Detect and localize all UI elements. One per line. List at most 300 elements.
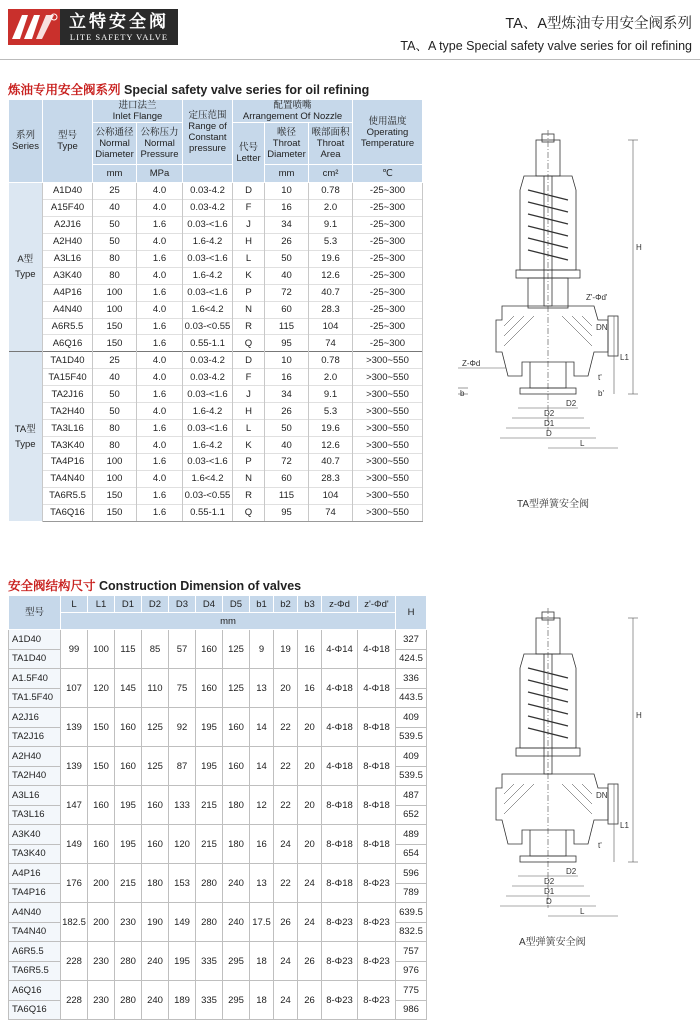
series-cell: 80 (93, 267, 137, 284)
dimension-model: A1D40 (9, 630, 61, 650)
dimension-header: D3 (169, 596, 196, 613)
svg-text:D1: D1 (544, 887, 555, 896)
series-cell: TA6Q16 (43, 504, 93, 521)
dimension-cell: 200 (88, 903, 115, 942)
dimension-model: TA1D40 (9, 649, 61, 669)
header-temperature: 使用温度 Operating Temperature (353, 100, 423, 165)
dimension-cell: 4-Φ18 (322, 708, 358, 747)
dimension-height: 336 (396, 669, 427, 689)
dimension-header: D2 (142, 596, 169, 613)
series-cell: 1.6 (137, 504, 183, 521)
series-cell: 26 (265, 403, 309, 420)
series-cell: J (233, 386, 265, 403)
series-cell: 50 (93, 386, 137, 403)
dimension-cell: 189 (169, 981, 196, 1020)
dimension-cell: 160 (115, 747, 142, 786)
series-row (9, 437, 423, 454)
dimension-cell: 14 (250, 747, 274, 786)
series-row (9, 352, 423, 369)
series-cell: 74 (309, 504, 353, 521)
a-valve-drawing (458, 608, 658, 938)
dimension-cell: 280 (196, 864, 223, 903)
series-cell: R (233, 318, 265, 335)
series-row (9, 335, 423, 352)
series-cell: >300~550 (353, 487, 423, 504)
dimension-model: TA1.5F40 (9, 688, 61, 708)
dimension-cell: 215 (196, 786, 223, 825)
series-cell: 12.6 (309, 437, 353, 454)
dimension-cell: 4-Φ18 (322, 747, 358, 786)
series-row (9, 487, 423, 504)
dimension-height: 489 (396, 825, 427, 845)
dimension-cell: 160 (88, 786, 115, 825)
series-cell: A1D40 (43, 183, 93, 200)
dimension-cell: 195 (115, 825, 142, 864)
header-series: 系列 Series (9, 100, 43, 183)
series-cell: 1.6 (137, 318, 183, 335)
dimension-cell: 8-Φ23 (358, 981, 396, 1020)
header-nozzle: 配置喷嘴 Arrangement Of Nozzle (233, 100, 353, 123)
series-cell: 1.6 (137, 487, 183, 504)
dimension-cell: 160 (196, 669, 223, 708)
dimension-model: A2H40 (9, 747, 61, 767)
header-pressure-range: 定压范围 Range of Constant pressure (183, 100, 233, 165)
dimension-cell: 8-Φ18 (322, 786, 358, 825)
dimension-cell: 4-Φ18 (322, 669, 358, 708)
header-throat-diameter: 喉径 Throat Diameter (265, 123, 309, 165)
series-cell: 40.7 (309, 454, 353, 471)
series-cell: H (233, 233, 265, 250)
dimension-cell: 295 (223, 981, 250, 1020)
series-cell: -25~300 (353, 335, 423, 352)
dimension-cell: 139 (61, 708, 88, 747)
dimension-cell: 4-Φ14 (322, 630, 358, 669)
series-cell: 4.0 (137, 403, 183, 420)
series-cell: 0.55-1.1 (183, 335, 233, 352)
dimension-header: z-Φd (322, 596, 358, 613)
series-cell: 1.6 (137, 335, 183, 352)
series-cell: A4P16 (43, 284, 93, 301)
dimension-row (9, 747, 427, 767)
section-title-series-cn: 炼油专用安全阀系列 (8, 83, 121, 97)
series-cell: A6Q16 (43, 335, 93, 352)
dimension-model: A1.5F40 (9, 669, 61, 689)
series-cell: A3K40 (43, 267, 93, 284)
series-row (9, 199, 423, 216)
svg-text:D: D (546, 429, 552, 438)
series-cell: 9.1 (309, 386, 353, 403)
ta-valve-caption: TA型弹簧安全阀 (517, 499, 590, 510)
dimension-height: 409 (396, 747, 427, 767)
series-cell: 74 (309, 335, 353, 352)
unit-mpa: MPa (137, 165, 183, 183)
dimension-cell: 180 (142, 864, 169, 903)
dimension-model: TA6Q16 (9, 1000, 61, 1020)
dimension-height: 443.5 (396, 688, 427, 708)
series-cell: 4.0 (137, 183, 183, 200)
series-cell: >300~550 (353, 470, 423, 487)
dimension-cell: 228 (61, 981, 88, 1020)
dimension-cell: 20 (298, 708, 322, 747)
dimension-cell: 230 (115, 903, 142, 942)
dimension-cell: 215 (115, 864, 142, 903)
dimension-cell: 147 (61, 786, 88, 825)
series-group-label: TA型 Type (9, 352, 43, 521)
series-cell: 4.0 (137, 199, 183, 216)
dimension-row (9, 708, 427, 728)
series-cell: 150 (93, 504, 137, 521)
series-cell: >300~550 (353, 369, 423, 386)
series-cell: 50 (93, 403, 137, 420)
dimension-cell: 20 (274, 669, 298, 708)
dimension-cell: 13 (250, 669, 274, 708)
series-cell: A3L16 (43, 250, 93, 267)
series-cell: 40 (93, 369, 137, 386)
series-cell: 4.0 (137, 470, 183, 487)
dimension-cell: 195 (169, 942, 196, 981)
series-cell: 4.0 (137, 267, 183, 284)
dimension-model: A4N40 (9, 903, 61, 923)
series-cell: 40 (265, 437, 309, 454)
dimension-cell: 190 (142, 903, 169, 942)
series-cell: 1.6 (137, 454, 183, 471)
series-cell: 95 (265, 335, 309, 352)
dimension-height: 652 (396, 805, 427, 825)
series-cell: -25~300 (353, 318, 423, 335)
dimension-cell: 125 (223, 630, 250, 669)
series-cell: TA15F40 (43, 369, 93, 386)
series-cell: K (233, 267, 265, 284)
series-cell: 0.03-<0.55 (183, 487, 233, 504)
series-cell: L (233, 250, 265, 267)
svg-text:L: L (580, 907, 585, 916)
dimension-cell: 24 (274, 981, 298, 1020)
dimension-height: 596 (396, 864, 427, 884)
dimension-cell: 125 (223, 669, 250, 708)
series-cell: 50 (93, 233, 137, 250)
series-cell: 1.6-4.2 (183, 233, 233, 250)
dimension-header: b1 (250, 596, 274, 613)
series-cell: 1.6 (137, 216, 183, 233)
series-cell: 19.6 (309, 420, 353, 437)
series-cell: -25~300 (353, 183, 423, 200)
dimension-height: 789 (396, 883, 427, 903)
dimension-header: z'-Φd' (358, 596, 396, 613)
series-cell: R (233, 487, 265, 504)
series-cell: 50 (265, 250, 309, 267)
series-cell: -25~300 (353, 284, 423, 301)
series-cell: A15F40 (43, 199, 93, 216)
series-cell: 72 (265, 284, 309, 301)
dimension-row (9, 942, 427, 962)
series-cell: >300~550 (353, 454, 423, 471)
dimension-cell: 180 (223, 825, 250, 864)
dimension-cell: 335 (196, 942, 223, 981)
dimension-cell: 4-Φ18 (358, 669, 396, 708)
dimension-model: TA2H40 (9, 766, 61, 786)
dimension-cell: 85 (142, 630, 169, 669)
dimension-cell: 20 (298, 786, 322, 825)
dimension-cell: 240 (223, 864, 250, 903)
series-cell: 0.03-4.2 (183, 183, 233, 200)
dimension-cell: 24 (274, 942, 298, 981)
ta-valve-drawing (458, 130, 658, 460)
header-letter: 代号 Letter (233, 123, 265, 183)
series-cell: N (233, 301, 265, 318)
dimension-cell: 8-Φ18 (358, 708, 396, 747)
section-title-dimensions-en: Construction Dimension of valves (99, 579, 302, 593)
series-cell: TA3L16 (43, 420, 93, 437)
header-inlet-flange: 进口法兰 Inlet Flange (93, 100, 183, 123)
series-cell: 0.03-<1.6 (183, 454, 233, 471)
dimension-cell: 8-Φ18 (322, 825, 358, 864)
dimension-height: 539.5 (396, 727, 427, 747)
series-cell: 9.1 (309, 216, 353, 233)
header-normal-pressure: 公称压力 Normal Pressure (137, 123, 183, 165)
dimension-row (9, 786, 427, 806)
dimension-cell: 160 (196, 630, 223, 669)
dimension-cell: 149 (169, 903, 196, 942)
dimension-cell: 133 (169, 786, 196, 825)
series-cell: 50 (265, 420, 309, 437)
dimension-row (9, 981, 427, 1001)
dimension-cell: 195 (196, 747, 223, 786)
series-cell: P (233, 454, 265, 471)
series-cell: 1.6-4.2 (183, 403, 233, 420)
dimension-model: A6Q16 (9, 981, 61, 1001)
series-cell: A2J16 (43, 216, 93, 233)
dimension-cell: 8-Φ23 (322, 981, 358, 1020)
series-cell: 60 (265, 470, 309, 487)
dimension-cell: 8-Φ18 (358, 786, 396, 825)
dimension-cell: 24 (274, 825, 298, 864)
dimension-cell: 240 (142, 942, 169, 981)
dimension-cell: 8-Φ23 (358, 903, 396, 942)
dimension-cell: 182.5 (61, 903, 88, 942)
series-cell: TA3K40 (43, 437, 93, 454)
series-cell: 1.6<4.2 (183, 301, 233, 318)
series-cell: 12.6 (309, 267, 353, 284)
svg-text:Z'-Φd': Z'-Φd' (586, 293, 608, 302)
dimension-model: TA2J16 (9, 727, 61, 747)
header-model: 型号 Type (43, 100, 93, 183)
svg-text:D2: D2 (544, 877, 555, 886)
series-cell: 4.0 (137, 437, 183, 454)
dimension-cell: 125 (142, 747, 169, 786)
svg-text:L1: L1 (620, 821, 629, 830)
series-row (9, 267, 423, 284)
dimension-cell: 19 (274, 630, 298, 669)
dimension-cell: 8-Φ23 (358, 942, 396, 981)
dimension-cell: 150 (88, 747, 115, 786)
dimension-cell: 120 (169, 825, 196, 864)
dimension-cell: 17.5 (250, 903, 274, 942)
page-title-chinese: TA、A型炼油专用安全阀系列 (505, 16, 692, 32)
dimension-row (9, 864, 427, 884)
series-cell: 0.03-4.2 (183, 369, 233, 386)
dimension-height: 487 (396, 786, 427, 806)
series-row (9, 454, 423, 471)
dimension-cell: 195 (196, 708, 223, 747)
series-cell: TA6R5.5 (43, 487, 93, 504)
dimension-cell: 8-Φ23 (322, 942, 358, 981)
series-cell: >300~550 (353, 403, 423, 420)
dimension-row (9, 669, 427, 689)
series-row (9, 470, 423, 487)
series-cell: 34 (265, 216, 309, 233)
series-cell: 0.78 (309, 183, 353, 200)
series-row (9, 369, 423, 386)
series-cell: A6R5.5 (43, 318, 93, 335)
series-cell: D (233, 352, 265, 369)
series-cell: TA2H40 (43, 403, 93, 420)
dimension-height: 976 (396, 961, 427, 981)
dimension-cell: 228 (61, 942, 88, 981)
series-cell: 1.6 (137, 250, 183, 267)
dimension-cell: 160 (142, 786, 169, 825)
series-row (9, 301, 423, 318)
series-cell: 150 (93, 318, 137, 335)
svg-text:D: D (546, 897, 552, 906)
dimension-height: 757 (396, 942, 427, 962)
dimension-model: TA4P16 (9, 883, 61, 903)
svg-text:H: H (636, 711, 642, 720)
dimension-model: A2J16 (9, 708, 61, 728)
dimension-cell: 26 (298, 981, 322, 1020)
series-cell: 19.6 (309, 250, 353, 267)
dimension-header: b3 (298, 596, 322, 613)
dimension-row (9, 825, 427, 845)
series-cell: 5.3 (309, 403, 353, 420)
dimension-header: 型号 (9, 596, 61, 630)
series-cell: TA4N40 (43, 470, 93, 487)
svg-text:b': b' (598, 389, 604, 398)
series-cell: 0.03-<1.6 (183, 420, 233, 437)
svg-text:D1: D1 (544, 419, 555, 428)
dimension-cell: 16 (250, 825, 274, 864)
series-cell: J (233, 216, 265, 233)
series-cell: 28.3 (309, 470, 353, 487)
series-cell: 16 (265, 199, 309, 216)
dimension-cell: 14 (250, 708, 274, 747)
series-cell: 25 (93, 183, 137, 200)
dimension-height: 775 (396, 981, 427, 1001)
unit-mm-dims: mm (61, 613, 396, 630)
svg-text:L: L (580, 439, 585, 448)
series-cell: TA2J16 (43, 386, 93, 403)
dimension-header: H (396, 596, 427, 630)
dimension-cell: 99 (61, 630, 88, 669)
series-cell: 0.55-1.1 (183, 504, 233, 521)
dimension-cell: 92 (169, 708, 196, 747)
dimension-cell: 8-Φ18 (322, 864, 358, 903)
dimension-header: D1 (115, 596, 142, 613)
dimension-cell: 110 (142, 669, 169, 708)
dimension-height: 832.5 (396, 922, 427, 942)
series-cell: F (233, 369, 265, 386)
series-cell: 4.0 (137, 233, 183, 250)
series-cell: 80 (93, 437, 137, 454)
dimension-cell: 18 (250, 981, 274, 1020)
series-cell: 4.0 (137, 301, 183, 318)
dimension-model: TA3K40 (9, 844, 61, 864)
logo-mark-icon (8, 9, 60, 45)
dimension-height: 654 (396, 844, 427, 864)
header-throat-area: 喉部面积 Throat Area (309, 123, 353, 165)
dimension-header: L1 (88, 596, 115, 613)
logo-chinese-name: 立特安全阀 (69, 11, 169, 31)
dimension-cell: 87 (169, 747, 196, 786)
dimension-cell: 240 (142, 981, 169, 1020)
dimension-cell: 215 (196, 825, 223, 864)
series-cell: Q (233, 504, 265, 521)
svg-text:L1: L1 (620, 353, 629, 362)
series-row (9, 318, 423, 335)
dimension-cell: 295 (223, 942, 250, 981)
series-cell: >300~550 (353, 420, 423, 437)
series-cell: 26 (265, 233, 309, 250)
series-cell: 1.6<4.2 (183, 470, 233, 487)
series-cell: 95 (265, 504, 309, 521)
dimension-cell: 8-Φ23 (358, 864, 396, 903)
dimension-cell: 280 (196, 903, 223, 942)
dimension-height: 639.5 (396, 903, 427, 923)
series-cell: 10 (265, 183, 309, 200)
series-cell: 4.0 (137, 369, 183, 386)
series-cell: 1.6 (137, 420, 183, 437)
dimension-cell: 115 (115, 630, 142, 669)
series-row (9, 284, 423, 301)
series-cell: -25~300 (353, 233, 423, 250)
series-cell: 0.78 (309, 352, 353, 369)
dimension-cell: 24 (298, 903, 322, 942)
series-cell: 16 (265, 369, 309, 386)
series-cell: N (233, 470, 265, 487)
dimension-cell: 160 (142, 825, 169, 864)
dimension-cell: 26 (298, 942, 322, 981)
dimension-cell: 120 (88, 669, 115, 708)
series-cell: 1.6 (137, 284, 183, 301)
dimension-cell: 280 (115, 942, 142, 981)
dimension-cell: 100 (88, 630, 115, 669)
dimension-header: b2 (274, 596, 298, 613)
series-row (9, 403, 423, 420)
dimension-cell: 160 (223, 708, 250, 747)
series-row (9, 183, 423, 200)
series-cell: 0.03-<0.55 (183, 318, 233, 335)
logo-english-name: LITE SAFETY VALVE (69, 31, 169, 42)
series-cell: 0.03-<1.6 (183, 284, 233, 301)
svg-text:t': t' (598, 841, 602, 850)
series-row (9, 386, 423, 403)
series-cell: 72 (265, 454, 309, 471)
series-cell: -25~300 (353, 199, 423, 216)
series-cell: H (233, 403, 265, 420)
series-cell: 40 (93, 199, 137, 216)
series-cell: 100 (93, 454, 137, 471)
series-cell: 10 (265, 352, 309, 369)
header-divider (0, 59, 700, 60)
dimension-cell: 26 (274, 903, 298, 942)
dimension-cell: 125 (142, 708, 169, 747)
series-row (9, 250, 423, 267)
page-title-english: TA、A type Special safety valve series for oil refining (400, 39, 692, 53)
series-cell: L (233, 420, 265, 437)
unit-mm-throat: mm (265, 165, 309, 183)
page-header (0, 0, 700, 60)
unit-celsius: ℃ (353, 165, 423, 183)
a-valve-caption: A型弹簧安全阀 (519, 937, 586, 948)
